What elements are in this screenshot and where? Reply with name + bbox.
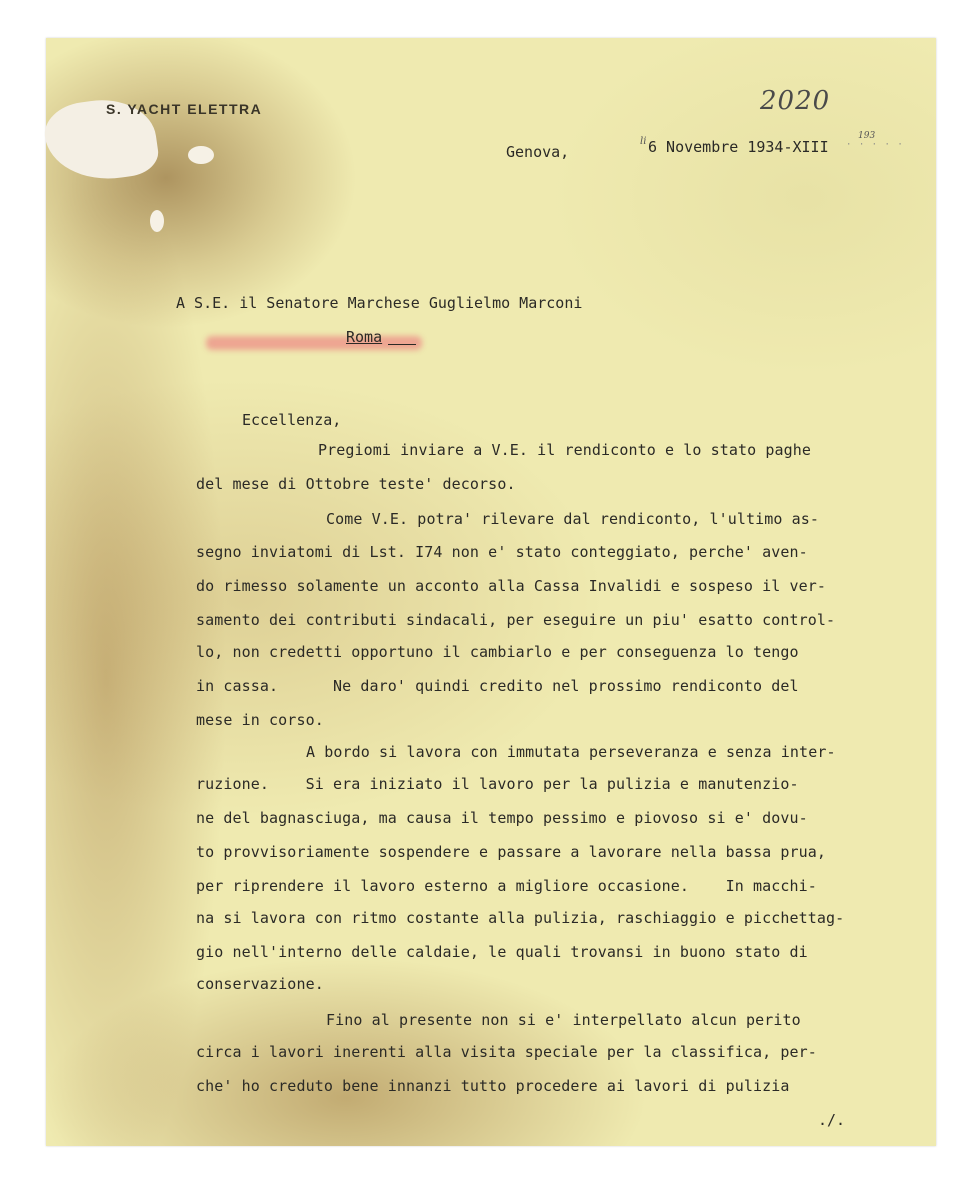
body-line: del mese di Ottobre teste' decorso. [196, 475, 516, 493]
body-line: samento dei contributi sindacali, per eseguire un piu' esatto control- [196, 611, 836, 629]
letterhead: S. YACHT ELETTRA [106, 101, 263, 117]
body-line: Fino al presente non si e' interpellato alcun perito [326, 1011, 801, 1029]
date-rule: · · · · · [846, 140, 904, 150]
body-line: Come V.E. potra' rilevare dal rendiconto, l'ultimo as- [326, 510, 820, 528]
body-line: ne del bagnasciuga, ma causa il tempo pessimo e piovoso si e' dovu- [196, 809, 808, 827]
address-city: Roma [346, 328, 383, 346]
body-line: ruzione. Si era iniziato il lavoro per la pulizia e manutenzio- [196, 775, 799, 793]
body-line: gio nell'interno delle caldaie, le quali trovansi in buono stato di [196, 943, 808, 961]
body-line: circa i lavori inerenti alla visita speciale per la classifica, per- [196, 1043, 817, 1061]
body-line: to provvisoriamente sospendere e passare a lavorare nella bassa prua, [196, 843, 827, 861]
body-line: segno inviatomi di Lst. I74 non e' stato conteggiato, perche' aven- [196, 543, 808, 561]
body-line: na si lavora con ritmo costante alla pulizia, raschiaggio e picchettag- [196, 909, 845, 927]
paper-damage [150, 210, 164, 232]
addressee: A S.E. il Senatore Marchese Guglielmo Marconi [176, 294, 583, 312]
body-line: Pregiomi inviare a V.E. il rendiconto e lo stato paghe [318, 441, 812, 459]
paper-damage [188, 146, 214, 164]
date-prefix: li [640, 136, 647, 147]
body-line: mese in corso. [196, 711, 324, 729]
letter-date: 6 Novembre 1934-XIII [648, 138, 829, 156]
printed-year: 193 [858, 131, 876, 141]
body-line: in cassa. Ne daro' quindi credito nel prossimo rendiconto del [196, 677, 799, 695]
body-line: lo, non credetti opportuno il cambiarlo e per conseguenza lo tengo [196, 643, 799, 661]
underline [388, 344, 416, 345]
salutation: Eccellenza, [242, 411, 342, 429]
place: Genova, [506, 143, 570, 161]
body-line: do rimesso solamente un acconto alla Cassa Invalidi e sospeso il ver- [196, 577, 827, 595]
continuation-mark: ./. [818, 1111, 846, 1129]
body-line: conservazione. [196, 975, 324, 993]
archive-number: 2020 [760, 86, 831, 116]
red-ink-smudge [206, 336, 422, 350]
body-line: che' ho creduto bene innanzi tutto procedere ai lavori di pulizia [196, 1077, 790, 1095]
body-line: per riprendere il lavoro esterno a migliore occasione. In macchi- [196, 877, 817, 895]
body-line: A bordo si lavora con immutata perseveranza e senza inter- [306, 743, 836, 761]
